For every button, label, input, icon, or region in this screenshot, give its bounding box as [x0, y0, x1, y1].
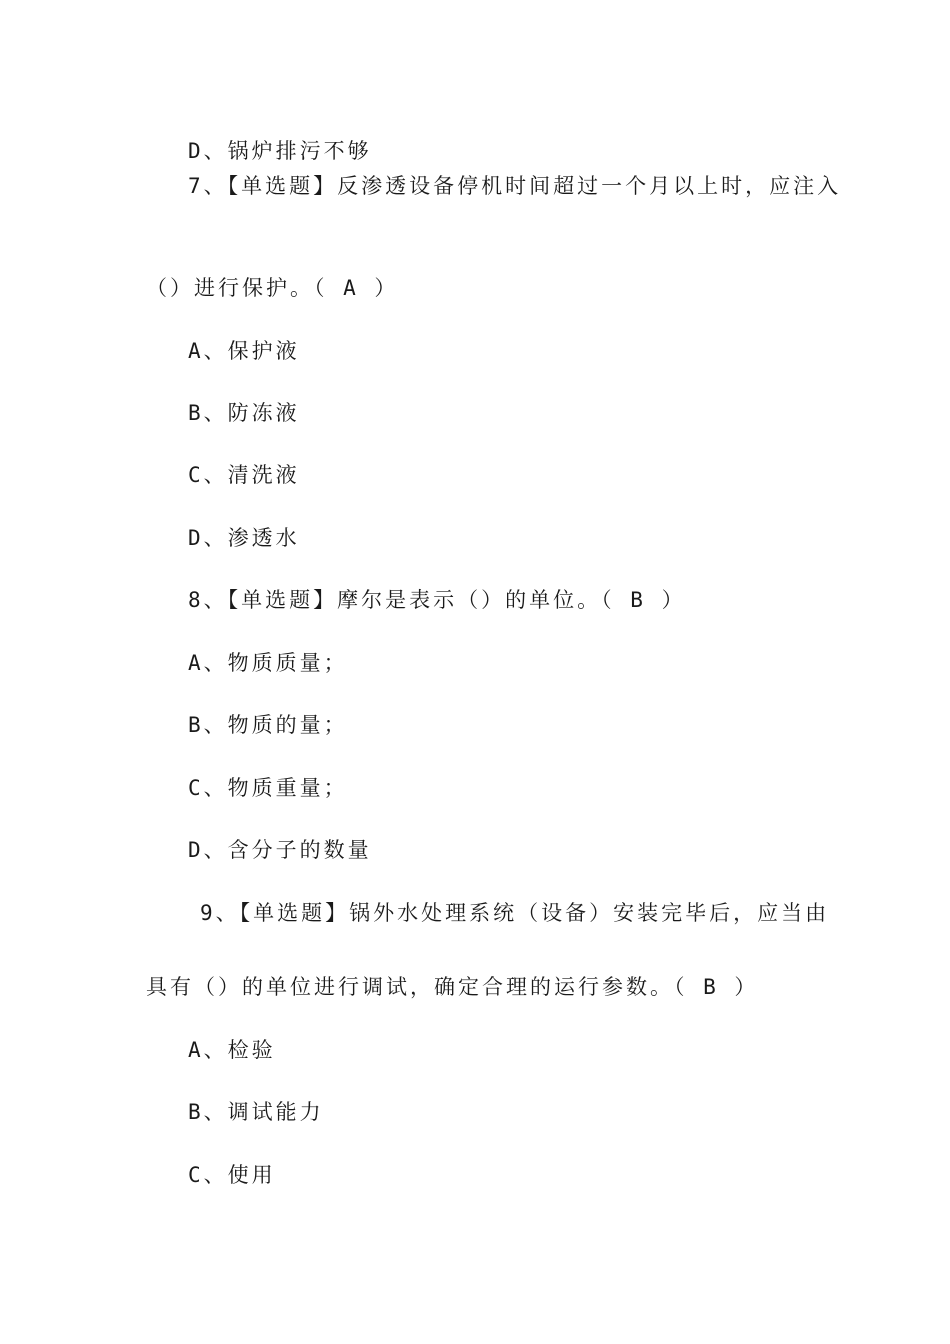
q6-option-d: D、锅炉排污不够 [188, 139, 372, 163]
q8-option-a: A、物质质量； [188, 651, 348, 675]
q8-option-c: C、物质重量； [188, 776, 348, 800]
q7-option-d: D、渗透水 [188, 526, 300, 550]
q7-question-cont: （）进行保护。（ A ） [146, 276, 399, 300]
q9-question: 9、【单选题】锅外水处理系统（设备）安装完毕后，应当由 [200, 901, 830, 925]
q7-question: 7、【单选题】反渗透设备停机时间超过一个月以上时，应注入 [188, 174, 842, 198]
q9-question-cont: 具有（）的单位进行调试，确定合理的运行参数。（ B ） [146, 975, 759, 999]
q7-option-b: B、防冻液 [188, 401, 300, 425]
q7-option-a: A、保护液 [188, 339, 300, 363]
q8-option-b: B、物质的量； [188, 713, 348, 737]
q8-option-d: D、含分子的数量 [188, 838, 372, 862]
q9-option-a: A、检验 [188, 1038, 276, 1062]
q7-option-c: C、清洗液 [188, 463, 300, 487]
q9-option-b: B、调试能力 [188, 1100, 324, 1124]
q8-question: 8、【单选题】摩尔是表示（）的单位。（ B ） [188, 588, 686, 612]
q9-option-c: C、使用 [188, 1163, 276, 1187]
